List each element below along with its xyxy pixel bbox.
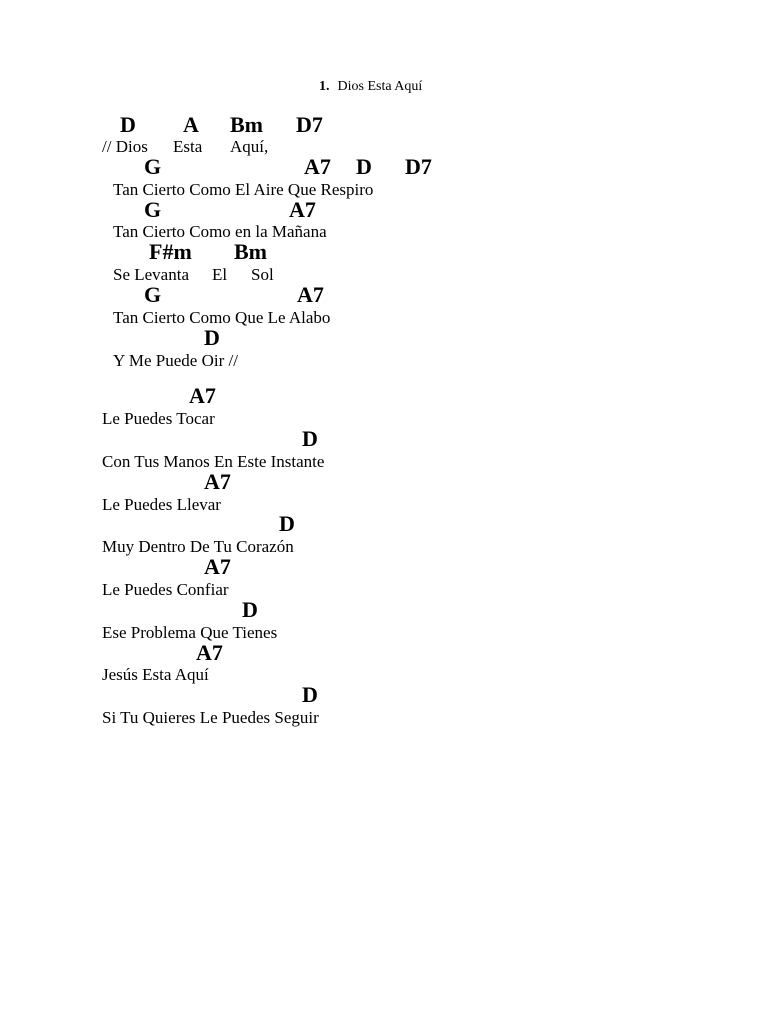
chord: G (144, 154, 162, 179)
lyric: Jesús Esta Aquí (102, 665, 209, 684)
chord: A7 (297, 282, 324, 307)
chord: Bm (230, 112, 263, 137)
chord: A7 (304, 154, 331, 179)
lyric: Se Levanta (113, 265, 189, 284)
chord: A7 (289, 197, 316, 222)
lyric: Le Puedes Confiar (102, 580, 229, 599)
lyric: Le Puedes Tocar (102, 409, 215, 428)
chord: D7 (296, 112, 323, 137)
chord: G (144, 282, 162, 307)
lyric: Esta (173, 137, 203, 156)
chord: A7 (189, 383, 216, 408)
chord: Bm (234, 239, 267, 264)
song-title: Dios Esta Aquí (337, 79, 423, 94)
lyric: Aquí, (230, 137, 269, 156)
lyric: Con Tus Manos En Este Instante (102, 452, 325, 471)
chord: D (356, 154, 372, 179)
lyric: Tan Cierto Como en la Mañana (113, 222, 327, 241)
song-number: 1. (319, 79, 330, 94)
chord: F#m (149, 239, 192, 264)
lyric: Tan Cierto Como El Aire Que Respiro (113, 180, 374, 199)
chord: D (242, 597, 258, 622)
chord: D (120, 112, 136, 137)
chord: A7 (204, 554, 231, 579)
chord: A7 (196, 640, 223, 665)
lyric: Ese Problema Que Tienes (102, 623, 278, 642)
lyric: Le Puedes Llevar (102, 495, 221, 514)
chord: A7 (204, 469, 231, 494)
chord: D (279, 511, 295, 536)
lyric: Y Me Puede Oir // (113, 351, 238, 370)
lyric: Tan Cierto Como Que Le Alabo (113, 308, 331, 327)
chord: G (144, 197, 162, 222)
chord: D (302, 426, 318, 451)
chord: D (302, 682, 318, 707)
chord: D7 (405, 154, 432, 179)
chord: D (204, 325, 220, 350)
lyric: Muy Dentro De Tu Corazón (102, 537, 294, 556)
lyric: El (212, 265, 228, 284)
chord: A (183, 112, 199, 137)
lyric: Si Tu Quieres Le Puedes Seguir (102, 708, 319, 727)
lyric: Sol (251, 265, 274, 284)
lyric: // Dios (102, 137, 148, 156)
